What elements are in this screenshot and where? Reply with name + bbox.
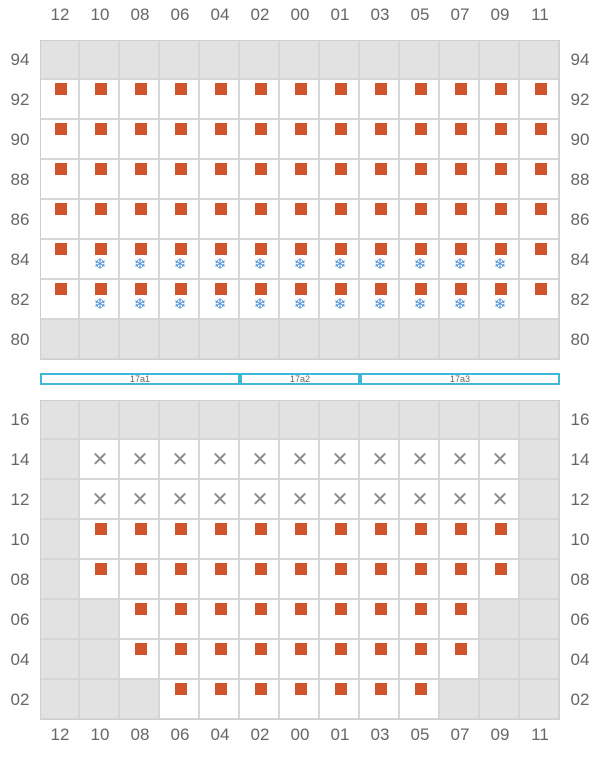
blocked-slot [440, 320, 480, 360]
row-label: 80 [570, 330, 590, 349]
row-label: 10 [10, 530, 30, 549]
square-marker-icon [255, 83, 267, 95]
row-label: 94 [570, 50, 590, 69]
x-mark-icon: ✕ [331, 449, 349, 471]
row-label: 02 [570, 690, 590, 709]
square-marker-icon [135, 523, 147, 535]
x-mark-icon: ✕ [251, 489, 269, 511]
column-label-bottom: 10 [90, 725, 110, 744]
square-marker-icon [175, 283, 187, 295]
square-marker-icon [55, 283, 67, 295]
square-marker-icon [255, 523, 267, 535]
square-marker-icon [535, 243, 547, 255]
square-marker-icon [495, 83, 507, 95]
blocked-slot [520, 440, 560, 480]
square-marker-icon [215, 523, 227, 535]
blocked-slot [480, 40, 520, 80]
square-marker-icon [495, 523, 507, 535]
square-marker-icon [495, 283, 507, 295]
x-mark-icon: ✕ [91, 449, 109, 471]
square-marker-icon [135, 123, 147, 135]
square-marker-icon [455, 523, 467, 535]
blocked-slot [520, 40, 560, 80]
square-marker-icon [95, 163, 107, 175]
square-marker-icon [295, 203, 307, 215]
square-marker-icon [295, 603, 307, 615]
square-marker-icon [255, 563, 267, 575]
column-label-top: 08 [130, 5, 150, 24]
square-marker-icon [335, 203, 347, 215]
blocked-slot [200, 40, 240, 80]
snowflake-icon: ❄ [413, 256, 427, 273]
row-label: 02 [10, 690, 30, 709]
snowflake-icon: ❄ [253, 296, 267, 313]
blocked-slot [160, 40, 200, 80]
snowflake-icon: ❄ [373, 256, 387, 273]
snowflake-icon: ❄ [213, 256, 227, 273]
snowflake-icon: ❄ [493, 296, 507, 313]
square-marker-icon [175, 643, 187, 655]
square-marker-icon [175, 243, 187, 255]
blocked-slot [480, 320, 520, 360]
blocked-slot [480, 680, 520, 720]
blocked-slot [280, 320, 320, 360]
column-label-top: 11 [531, 5, 549, 24]
column-label-bottom: 00 [290, 725, 310, 744]
row-label: 08 [570, 570, 590, 589]
square-marker-icon [175, 683, 187, 695]
square-marker-icon [55, 243, 67, 255]
blocked-slot [400, 320, 440, 360]
square-marker-icon [95, 523, 107, 535]
x-mark-icon: ✕ [331, 489, 349, 511]
square-marker-icon [415, 123, 427, 135]
row-label: 16 [570, 410, 590, 429]
blocked-slot [320, 320, 360, 360]
row-label: 06 [570, 610, 590, 629]
square-marker-icon [335, 163, 347, 175]
blocked-slot [80, 680, 120, 720]
blocked-slot [120, 320, 160, 360]
column-label-top: 05 [410, 5, 430, 24]
blocked-slot [480, 600, 520, 640]
row-label: 04 [10, 650, 30, 669]
square-marker-icon [295, 283, 307, 295]
snowflake-icon: ❄ [293, 256, 307, 273]
x-mark-icon: ✕ [211, 449, 229, 471]
square-marker-icon [455, 603, 467, 615]
square-marker-icon [295, 683, 307, 695]
square-marker-icon [95, 283, 107, 295]
column-label-bottom: 09 [490, 725, 510, 744]
column-label-bottom: 08 [130, 725, 150, 744]
square-marker-icon [255, 163, 267, 175]
x-mark-icon: ✕ [411, 449, 429, 471]
square-marker-icon [95, 203, 107, 215]
square-marker-icon [215, 203, 227, 215]
square-marker-icon [255, 243, 267, 255]
blocked-slot [160, 320, 200, 360]
blocked-slot [240, 400, 280, 440]
blocked-slot [200, 320, 240, 360]
square-marker-icon [335, 243, 347, 255]
square-marker-icon [55, 203, 67, 215]
square-marker-icon [535, 83, 547, 95]
blocked-slot [40, 480, 80, 520]
column-label-bottom: 06 [170, 725, 190, 744]
square-marker-icon [495, 123, 507, 135]
blocked-slot [520, 560, 560, 600]
square-marker-icon [95, 83, 107, 95]
column-label-bottom: 07 [450, 725, 470, 744]
square-marker-icon [375, 283, 387, 295]
square-marker-icon [215, 643, 227, 655]
square-marker-icon [255, 683, 267, 695]
blocked-slot [240, 320, 280, 360]
blocked-slot [360, 320, 400, 360]
column-label-top: 07 [450, 5, 470, 24]
square-marker-icon [55, 83, 67, 95]
blocked-slot [40, 680, 80, 720]
square-marker-icon [255, 283, 267, 295]
square-marker-icon [535, 163, 547, 175]
blocked-slot [40, 600, 80, 640]
blocked-slot [520, 320, 560, 360]
square-marker-icon [495, 243, 507, 255]
square-marker-icon [175, 603, 187, 615]
column-label-top: 06 [170, 5, 190, 24]
x-mark-icon: ✕ [131, 489, 149, 511]
row-label: 04 [570, 650, 590, 669]
square-marker-icon [415, 523, 427, 535]
blocked-slot [520, 480, 560, 520]
x-mark-icon: ✕ [211, 489, 229, 511]
snowflake-icon: ❄ [333, 256, 347, 273]
square-marker-icon [255, 603, 267, 615]
row-label: 86 [10, 210, 30, 229]
square-marker-icon [215, 163, 227, 175]
square-marker-icon [415, 203, 427, 215]
x-mark-icon: ✕ [371, 449, 389, 471]
blocked-slot [40, 40, 80, 80]
x-mark-icon: ✕ [451, 489, 469, 511]
zone-bar[interactable]: 17a2 [240, 373, 360, 385]
square-marker-icon [455, 203, 467, 215]
square-marker-icon [495, 563, 507, 575]
blocked-slot [440, 40, 480, 80]
snowflake-icon: ❄ [253, 256, 267, 273]
square-marker-icon [135, 243, 147, 255]
square-marker-icon [455, 563, 467, 575]
row-label: 10 [570, 530, 590, 549]
snowflake-icon: ❄ [333, 296, 347, 313]
x-mark-icon: ✕ [171, 489, 189, 511]
square-marker-icon [415, 243, 427, 255]
square-marker-icon [175, 203, 187, 215]
snowflake-icon: ❄ [373, 296, 387, 313]
square-marker-icon [95, 123, 107, 135]
square-marker-icon [375, 83, 387, 95]
blocked-slot [400, 400, 440, 440]
blocked-slot [280, 400, 320, 440]
x-mark-icon: ✕ [291, 489, 309, 511]
row-label: 80 [10, 330, 30, 349]
blocked-slot [520, 680, 560, 720]
blocked-slot [40, 400, 80, 440]
square-marker-icon [215, 563, 227, 575]
blocked-slot [520, 520, 560, 560]
x-mark-icon: ✕ [451, 449, 469, 471]
square-marker-icon [335, 643, 347, 655]
snowflake-icon: ❄ [173, 296, 187, 313]
square-marker-icon [95, 243, 107, 255]
square-marker-icon [255, 643, 267, 655]
square-marker-icon [455, 83, 467, 95]
square-marker-icon [415, 283, 427, 295]
square-marker-icon [135, 203, 147, 215]
zone-bar[interactable]: 17a1 [40, 373, 240, 385]
square-marker-icon [495, 163, 507, 175]
square-marker-icon [375, 563, 387, 575]
blocked-slot [400, 40, 440, 80]
row-label: 84 [570, 250, 590, 269]
column-label-top: 02 [250, 5, 270, 24]
snowflake-icon: ❄ [413, 296, 427, 313]
square-marker-icon [135, 563, 147, 575]
square-marker-icon [455, 283, 467, 295]
x-mark-icon: ✕ [131, 449, 149, 471]
square-marker-icon [215, 603, 227, 615]
blocked-slot [240, 40, 280, 80]
square-marker-icon [335, 683, 347, 695]
blocked-slot [160, 400, 200, 440]
row-label: 84 [10, 250, 30, 269]
blocked-slot [520, 640, 560, 680]
square-marker-icon [375, 163, 387, 175]
blocked-slot [80, 400, 120, 440]
row-label: 86 [570, 210, 590, 229]
square-marker-icon [335, 283, 347, 295]
column-label-bottom: 05 [410, 725, 430, 744]
square-marker-icon [375, 603, 387, 615]
square-marker-icon [135, 83, 147, 95]
blocked-slot [520, 400, 560, 440]
column-label-top: 04 [210, 5, 230, 24]
column-label-bottom: 02 [250, 725, 270, 744]
row-label: 92 [570, 90, 590, 109]
blocked-slot [40, 520, 80, 560]
x-mark-icon: ✕ [371, 489, 389, 511]
blocked-slot [120, 680, 160, 720]
snowflake-icon: ❄ [133, 296, 147, 313]
square-marker-icon [295, 243, 307, 255]
snowflake-icon: ❄ [453, 296, 467, 313]
column-label-top: 10 [90, 5, 110, 24]
x-mark-icon: ✕ [291, 449, 309, 471]
blocked-slot [520, 600, 560, 640]
square-marker-icon [295, 643, 307, 655]
column-label-top: 03 [370, 5, 390, 24]
row-label: 90 [570, 130, 590, 149]
blocked-slot [480, 400, 520, 440]
row-label: 12 [570, 490, 590, 509]
square-marker-icon [455, 643, 467, 655]
square-marker-icon [255, 203, 267, 215]
blocked-slot [440, 400, 480, 440]
square-marker-icon [375, 523, 387, 535]
square-marker-icon [495, 203, 507, 215]
column-label-top: 01 [330, 5, 350, 24]
row-label: 88 [10, 170, 30, 189]
square-marker-icon [295, 83, 307, 95]
x-mark-icon: ✕ [171, 449, 189, 471]
square-marker-icon [415, 683, 427, 695]
square-marker-icon [535, 123, 547, 135]
blocked-slot [40, 320, 80, 360]
blocked-slot [40, 560, 80, 600]
square-marker-icon [335, 123, 347, 135]
square-marker-icon [375, 203, 387, 215]
zone-bar[interactable]: 17a3 [360, 373, 560, 385]
square-marker-icon [375, 123, 387, 135]
blocked-slot [120, 400, 160, 440]
square-marker-icon [375, 243, 387, 255]
blocked-slot [80, 320, 120, 360]
blocked-slot [480, 640, 520, 680]
square-marker-icon [455, 123, 467, 135]
x-mark-icon: ✕ [91, 489, 109, 511]
blocked-slot [80, 40, 120, 80]
row-label: 08 [10, 570, 30, 589]
square-marker-icon [415, 163, 427, 175]
square-marker-icon [535, 203, 547, 215]
x-mark-icon: ✕ [491, 449, 509, 471]
square-marker-icon [135, 643, 147, 655]
blocked-slot [280, 40, 320, 80]
square-marker-icon [375, 643, 387, 655]
snowflake-icon: ❄ [493, 256, 507, 273]
column-label-top: 00 [290, 5, 310, 24]
square-marker-icon [535, 283, 547, 295]
square-marker-icon [135, 603, 147, 615]
square-marker-icon [335, 83, 347, 95]
row-label: 14 [10, 450, 30, 469]
square-marker-icon [215, 83, 227, 95]
column-label-bottom: 04 [210, 725, 230, 744]
snowflake-icon: ❄ [293, 296, 307, 313]
square-marker-icon [175, 123, 187, 135]
blocked-slot [440, 680, 480, 720]
row-label: 82 [10, 290, 30, 309]
square-marker-icon [215, 683, 227, 695]
square-marker-icon [455, 243, 467, 255]
square-marker-icon [55, 163, 67, 175]
square-marker-icon [135, 163, 147, 175]
snowflake-icon: ❄ [173, 256, 187, 273]
square-marker-icon [415, 643, 427, 655]
blocked-slot [80, 640, 120, 680]
row-label: 90 [10, 130, 30, 149]
square-marker-icon [415, 83, 427, 95]
square-marker-icon [215, 243, 227, 255]
square-marker-icon [295, 163, 307, 175]
snowflake-icon: ❄ [213, 296, 227, 313]
row-label: 06 [10, 610, 30, 629]
blocked-slot [40, 640, 80, 680]
column-label-bottom: 03 [370, 725, 390, 744]
square-marker-icon [295, 123, 307, 135]
square-marker-icon [215, 283, 227, 295]
blocked-slot [120, 40, 160, 80]
row-label: 16 [10, 410, 30, 429]
blocked-slot [80, 600, 120, 640]
blocked-slot [360, 40, 400, 80]
blocked-slot [40, 440, 80, 480]
square-marker-icon [295, 563, 307, 575]
square-marker-icon [375, 683, 387, 695]
column-label-top: 09 [490, 5, 510, 24]
column-label-bottom: 11 [531, 725, 549, 744]
square-marker-icon [55, 123, 67, 135]
column-label-bottom: 12 [50, 725, 70, 744]
blocked-slot [360, 400, 400, 440]
square-marker-icon [415, 563, 427, 575]
square-marker-icon [175, 83, 187, 95]
snowflake-icon: ❄ [133, 256, 147, 273]
square-marker-icon [335, 603, 347, 615]
blocked-slot [320, 400, 360, 440]
square-marker-icon [175, 163, 187, 175]
snowflake-icon: ❄ [93, 296, 107, 313]
row-label: 14 [570, 450, 590, 469]
row-label: 12 [10, 490, 30, 509]
square-marker-icon [255, 123, 267, 135]
square-marker-icon [175, 563, 187, 575]
row-label: 82 [570, 290, 590, 309]
square-marker-icon [415, 603, 427, 615]
square-marker-icon [335, 523, 347, 535]
row-label: 92 [10, 90, 30, 109]
blocked-slot [320, 40, 360, 80]
square-marker-icon [335, 563, 347, 575]
x-mark-icon: ✕ [251, 449, 269, 471]
row-label: 88 [570, 170, 590, 189]
square-marker-icon [175, 523, 187, 535]
x-mark-icon: ✕ [491, 489, 509, 511]
square-marker-icon [295, 523, 307, 535]
blocked-slot [200, 400, 240, 440]
square-marker-icon [215, 123, 227, 135]
square-marker-icon [95, 563, 107, 575]
column-label-top: 12 [50, 5, 70, 24]
x-mark-icon: ✕ [411, 489, 429, 511]
row-label: 94 [10, 50, 30, 69]
square-marker-icon [135, 283, 147, 295]
square-marker-icon [455, 163, 467, 175]
snowflake-icon: ❄ [93, 256, 107, 273]
snowflake-icon: ❄ [453, 256, 467, 273]
column-label-bottom: 01 [330, 725, 350, 744]
